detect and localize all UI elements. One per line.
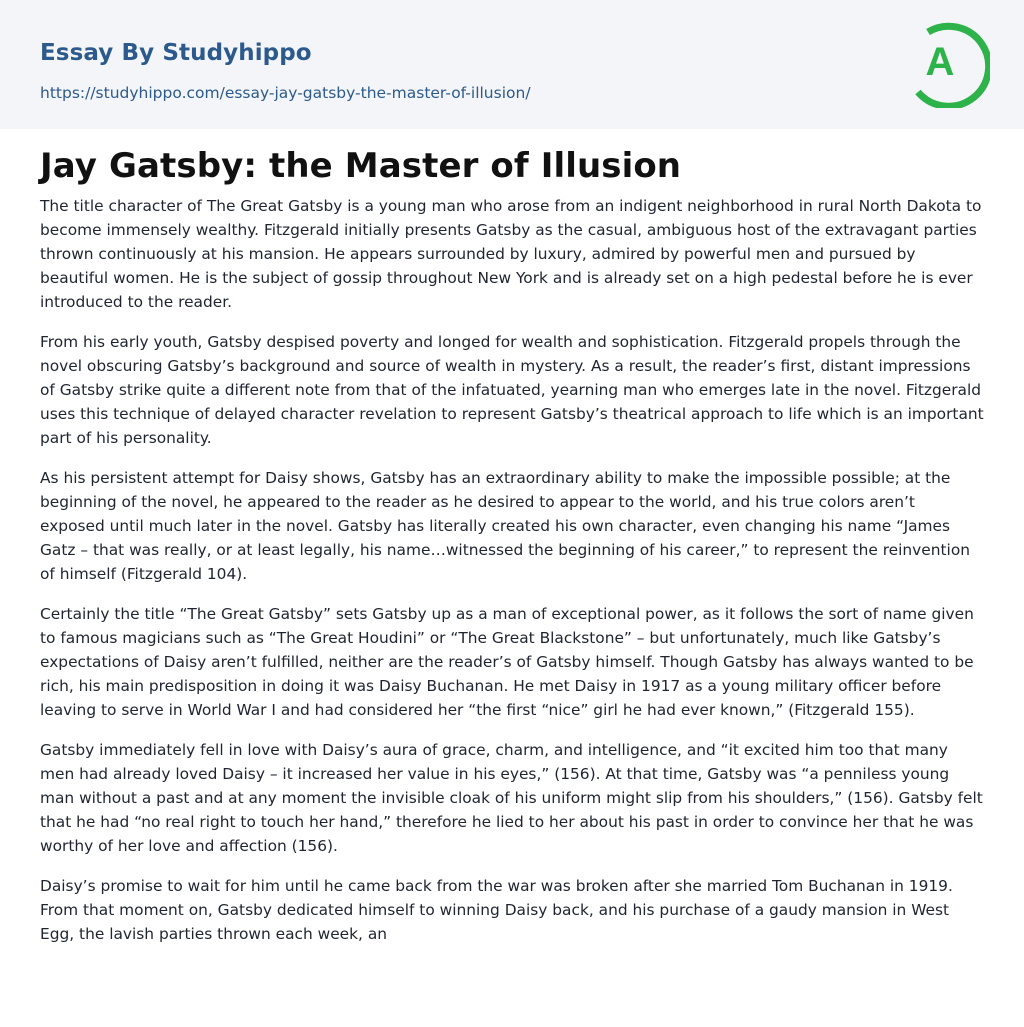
essay-url-link[interactable]: https://studyhippo.com/essay-jay-gatsby-the-master-of-illusion/ xyxy=(40,84,531,102)
essay-paragraph-4: Certainly the title “The Great Gatsby” sets Gatsby up as a man of exceptional power, as it follows the sort of name given to famous magicians such as “The Great Houdini” or “The Great Blackstone” – but unfortunately, much like Gatsby’s expectations of Daisy aren’t fulfilled, neither are the reader’s of Gatsby himself. Though Gatsby has always wanted to be rich, his main predisposition in doing it was Daisy Buchanan. He met Daisy in 1917 as a young military officer before leaving to serve in World War I and had considered her “the first “nice” girl he had ever known,” (Fitzgerald 155). xyxy=(40,605,974,719)
studyhippo-logo-icon[interactable] xyxy=(910,18,990,108)
essay-paragraph-5: Gatsby immediately fell in love with Daisy’s aura of grace, charm, and intelligence, and “it excited him too that many men had already loved Daisy – it increased her value in his eyes,” (156). At that time, Gatsby was “a penniless young man without a past and at any moment the invisible cloak of his uniform might slip from his shoulders,” (156). Gatsby felt that he had “no real right to touch her hand,” therefore he lied to her about his past in order to convince her that he was worthy of her love and affection (156). xyxy=(40,741,983,855)
essay-body xyxy=(40,194,984,962)
essay-paragraph-6: Daisy’s promise to wait for him until he came back from the war was broken after she married Tom Buchanan in 1919. From that moment on, Gatsby dedicated himself to winning Daisy back, and his purchase of a gaudy mansion in West Egg, the lavish parties thrown each week, an xyxy=(40,877,953,943)
logo-letter: A xyxy=(925,40,955,84)
essay-title: Jay Gatsby: the Master of Illusion xyxy=(40,146,682,186)
essay-paragraph-2: From his early youth, Gatsby despised poverty and longed for wealth and sophistication. Fitzgerald propels through the novel obscuring Gatsby’s background and source of wealth in mystery. As a result, the reader’s first, distant impressions of Gatsby strike quite a different note from that of the infatuated, yearning man who emerges late in the novel. Fitzgerald uses this technique of delayed character revelation to represent Gatsby’s theatrical approach to life which is an important part of his personality. xyxy=(40,333,984,447)
essay-paragraph-3: As his persistent attempt for Daisy shows, Gatsby has an extraordinary ability to make the impossible possible; at the beginning of the novel, he appeared to the reader as he desired to appear to the world, and his true colors aren’t exposed until much later in the novel. Gatsby has literally created his own character, even changing his name “James Gatz – that was really, or at least legally, his name…witnessed the beginning of his career,” to represent the reinvention of himself (Fitzgerald 104). xyxy=(40,469,970,583)
site-brand[interactable]: Essay By Studyhippo xyxy=(40,40,312,66)
site-header xyxy=(0,0,1024,129)
essay-paragraph-1: The title character of The Great Gatsby is a young man who arose from an indigent neighborhood in rural North Dakota to become immensely wealthy. Fitzgerald initially presents Gatsby as the casual, ambiguous host of the extravagant parties thrown continuously at his mansion. He appears surrounded by luxury, admired by powerful men and pursued by beautiful women. He is the subject of gossip throughout New York and is already set on a high pedestal before he is ever introduced to the reader. xyxy=(40,197,982,311)
